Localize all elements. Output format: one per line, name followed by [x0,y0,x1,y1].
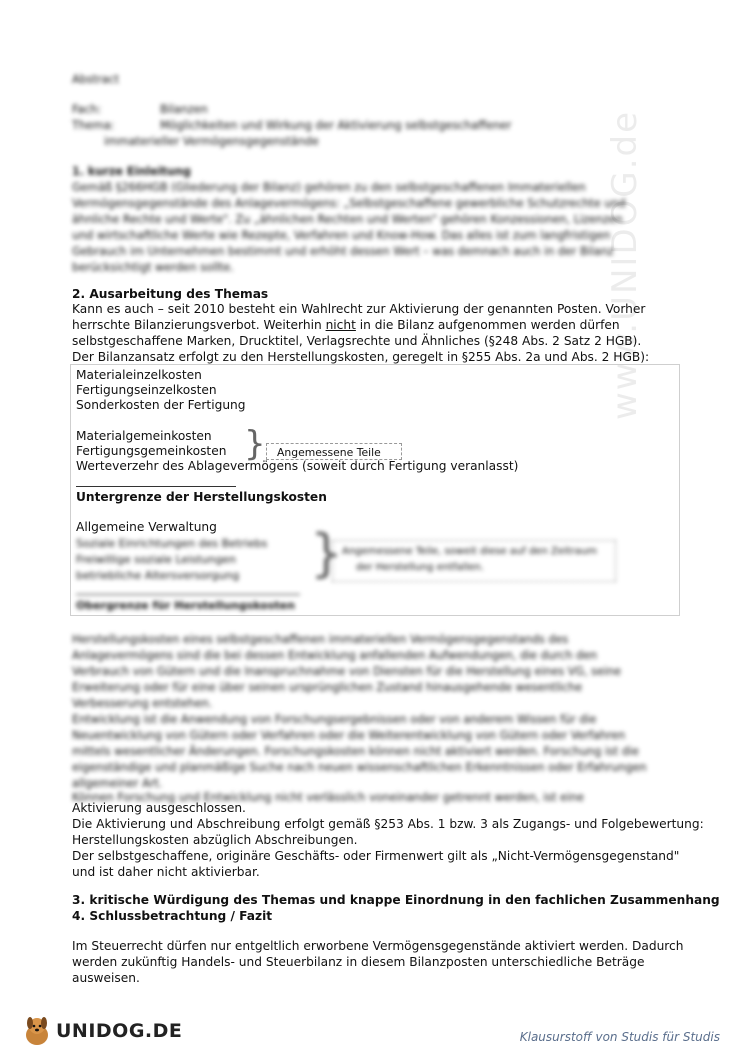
middle-line: Neuentwicklung von Gütern oder Verfahren oder die Weiterentwicklung von Gütern oder Verfahren [72,729,626,742]
middle-line: eigenständige und planmäßige Suche nach neuen wissenschaftlichen Erkenntnissen oder Erfahrungen [72,761,647,774]
box-item: betriebliche Altersversorgung [76,569,240,582]
box-item: Werteverzehr des Ablagevermögens (soweit durch Fertigung veranlasst) [76,459,519,473]
middle-line: Herstellungskosten eines selbstgeschaffenen immateriellen Vermögensgegenstands des [72,633,569,646]
logo-text: UNIDOG.DE [56,1020,183,1042]
conclusion-line: werden zukünftig Handels- und Steuerbilanz in diesem Bilanzposten unterschiedliche Beträge [72,955,645,969]
box-item: Freiwillige soziale Leistungen [76,553,236,566]
callout-text: Angemessene Teile, soweit diese auf den Zeitraum [342,546,597,557]
unidog-logo[interactable] [22,1014,182,1048]
box-item: Materialeinzelkosten [76,368,202,382]
section-2-tail-line: und ist daher nicht aktivierbar. [72,865,260,879]
section-2-tail-line: Der selbstgeschaffene, originäre Geschäfts- oder Firmenwert gilt als „Nicht-Vermögensgegenstand" [72,849,680,863]
intro-line: ähnliche Rechte und Werte". Zu „ähnlichen Rechten und Werten" gehören Konzessionen, Lizenzen [72,213,623,226]
thema-label: Thema: [72,119,115,132]
section-2-line: selbstgeschaffene Marken, Drucktitel, Verlagsrechte und Ähnliches (§248 Abs. 2 Satz 2 HGB). [72,334,642,348]
middle-line: Entwicklung ist die Anwendung von Forschungsergebnissen oder von anderem Wissen für die [72,713,597,726]
intro-line: berücksichtigt werden sollte. [72,261,234,274]
middle-line: mittels wesentlicher Änderungen. Forschungskosten können nicht aktiviert werden. Forschung ist die [72,745,639,758]
brace-icon: } [310,524,344,584]
intro-line: Gemäß §266HGB (Gliederung der Bilanz) gehören zu den selbstgeschaffenen Immateriellen [72,181,586,194]
section-4-heading: 4. Schlussbetrachtung / Fazit [72,909,273,923]
section-2-line: Kann es auch – seit 2010 besteht ein Wahlrecht zur Aktivierung der genannten Posten. Vorher [72,302,646,316]
thema-value-2: immaterieller Vermögensgegenstände [104,135,319,148]
section-2-tail-line: Herstellungskosten abzüglich Abschreibungen. [72,833,358,847]
middle-line: Verbesserung entstehen. [72,697,213,710]
box-item: Soziale Einrichtungen des Betriebs [76,537,268,550]
intro-line: Gebrauch im Unternehmen bestimmt und erhöht dessen Wert – was demnach auch in der Bilanz [72,245,614,258]
underlined-word: nicht [325,318,356,332]
brace-icon: } [244,424,266,464]
box-item: Allgemeine Verwaltung [76,520,217,534]
dog-icon [22,1015,52,1047]
abstract-label: Abstract [72,73,119,86]
conclusion-line: ausweisen. [72,971,140,985]
middle-line: Anlagevermögens sind die bei dessen Entwicklung anfallenden Aufwendungen, die durch den [72,649,598,662]
box-item: Fertigungsgemeinkosten [76,444,227,458]
box-item: Materialgemeinkosten [76,429,212,443]
box-item: Fertigungseinzelkosten [76,383,217,397]
intro-line: und wirtschaftliche Werte wie Rezepte, Verfahren und Know-How. Das alles ist zum langfristigen [72,229,611,242]
middle-line: Können Forschung und Entwicklung nicht verlässlich voneinander getrennt werden, ist eine [72,791,584,804]
watermark: www.UNIDOG.de [605,109,645,420]
lower-bound-label: Untergrenze der Herstellungskosten [76,490,327,504]
underline-rule [76,486,236,487]
upper-bound-label: Obergrenze für Herstellungskosten [76,599,295,612]
text-fragment: herrschte Bilanzierungsverbot. Weiterhin [72,318,326,332]
footer-tagline: Klausurstoff von Studis für Studis [519,1030,720,1044]
middle-line: allgemeiner Art. [72,777,163,790]
underline-rule [76,594,300,595]
section-2-heading: 2. Ausarbeitung des Themas [72,287,269,301]
middle-line: Verbrauch von Gütern und die Inanspruchnahme von Diensten für die Herstellung eines VG, seine [72,665,621,678]
callout-box: Angemessene Teile [266,443,402,460]
box-item: Sonderkosten der Fertigung [76,398,246,412]
section-2-tail-line: Aktivierung ausgeschlossen. [72,801,246,815]
section-2-line [72,318,620,334]
intro-line: Vermögensgegenstände des Anlagevermögens: „Selbstgeschaffene gewerbliche Schutzrechte und [72,197,626,210]
heading-1: 1. kurze Einleitung [72,165,191,178]
section-2-tail-line: Die Aktivierung und Abschreibung erfolgt gemäß §253 Abs. 1 bzw. 3 als Zugangs- und Folgebewertung: [72,817,704,831]
callout-text: der Herstellung entfallen. [356,562,484,573]
middle-line: Erweiterung oder für eine über seinen ursprünglichen Zustand hinausgehende wesentliche [72,681,583,694]
thema-value-1: Möglichkeiten und Wirkung der Aktivierung selbstgeschaffener [160,119,512,132]
conclusion-line: Im Steuerrecht dürfen nur entgeltlich erworbene Vermögensgegenstände aktiviert werden. Dadurch [72,939,684,953]
fach-value: Bilanzen [160,103,208,116]
section-3-heading: 3. kritische Würdigung des Themas und knappe Einordnung in den fachlichen Zusammenhang [72,893,720,907]
section-2-line: Der Bilanzansatz erfolgt zu den Herstellungskosten, geregelt in §255 Abs. 2a und Abs. 2 HGB): [72,350,650,364]
text-fragment: in die Bilanz aufgenommen werden dürfen [355,318,620,332]
fach-label: Fach: [72,103,102,116]
